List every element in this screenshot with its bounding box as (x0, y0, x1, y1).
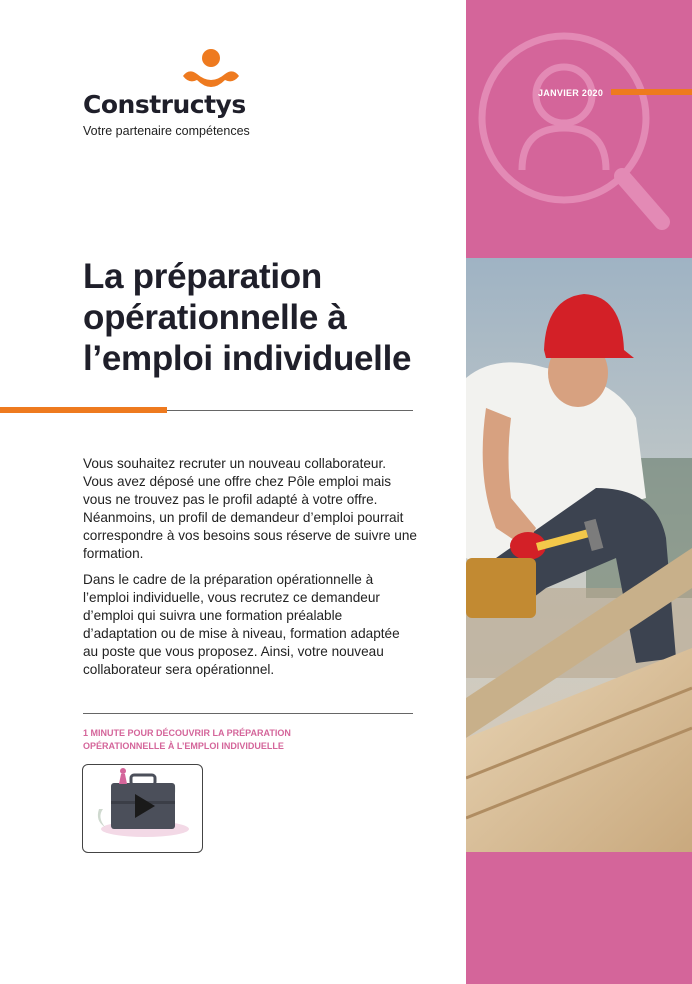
construction-worker-photo (466, 258, 692, 852)
issue-date: JANVIER 2020 (538, 88, 604, 98)
brand-name: Constructys (83, 90, 246, 119)
title-accent-rule (0, 407, 167, 413)
constructys-logo (83, 46, 283, 141)
logo-mark-icon (179, 46, 243, 94)
video-divider (83, 713, 413, 714)
detail-paragraph: Dans le cadre de la préparation opérationnelle à l’emploi individuelle, vous recrutez ce demandeur d’emploi qui suivra une formation préalable d’adaptation ou de mise à niveau, formation adaptée au poste que vous proposez. Ainsi, votre nouveau collaborateur sera opérationnel. (83, 572, 400, 677)
title-divider (167, 410, 413, 411)
date-accent-bar (611, 89, 692, 95)
video-label[interactable]: 1 MINUTE POUR DÉCOUVRIR LA PRÉPARATION OPÉRATIONNELLE À L’EMPLOI INDIVIDUELLE (83, 728, 291, 751)
brand-tagline: Votre partenaire compétences (83, 124, 250, 138)
video-thumbnail[interactable] (82, 764, 203, 853)
intro-paragraph: Vous souhaitez recruter un nouveau collaborateur. Vous avez déposé une offre chez Pôle emploi mais vous ne trouvez pas le profil adapté à votre offre. Néanmoins, un profil de demandeur d’emploi pourrait correspondre à vos besoins sous réserve de suivre une formation. (83, 456, 417, 561)
page-title: La préparation opérationnelle à l’emploi individuelle (83, 257, 412, 378)
search-person-icon (466, 0, 692, 258)
video-illustration (83, 765, 203, 853)
